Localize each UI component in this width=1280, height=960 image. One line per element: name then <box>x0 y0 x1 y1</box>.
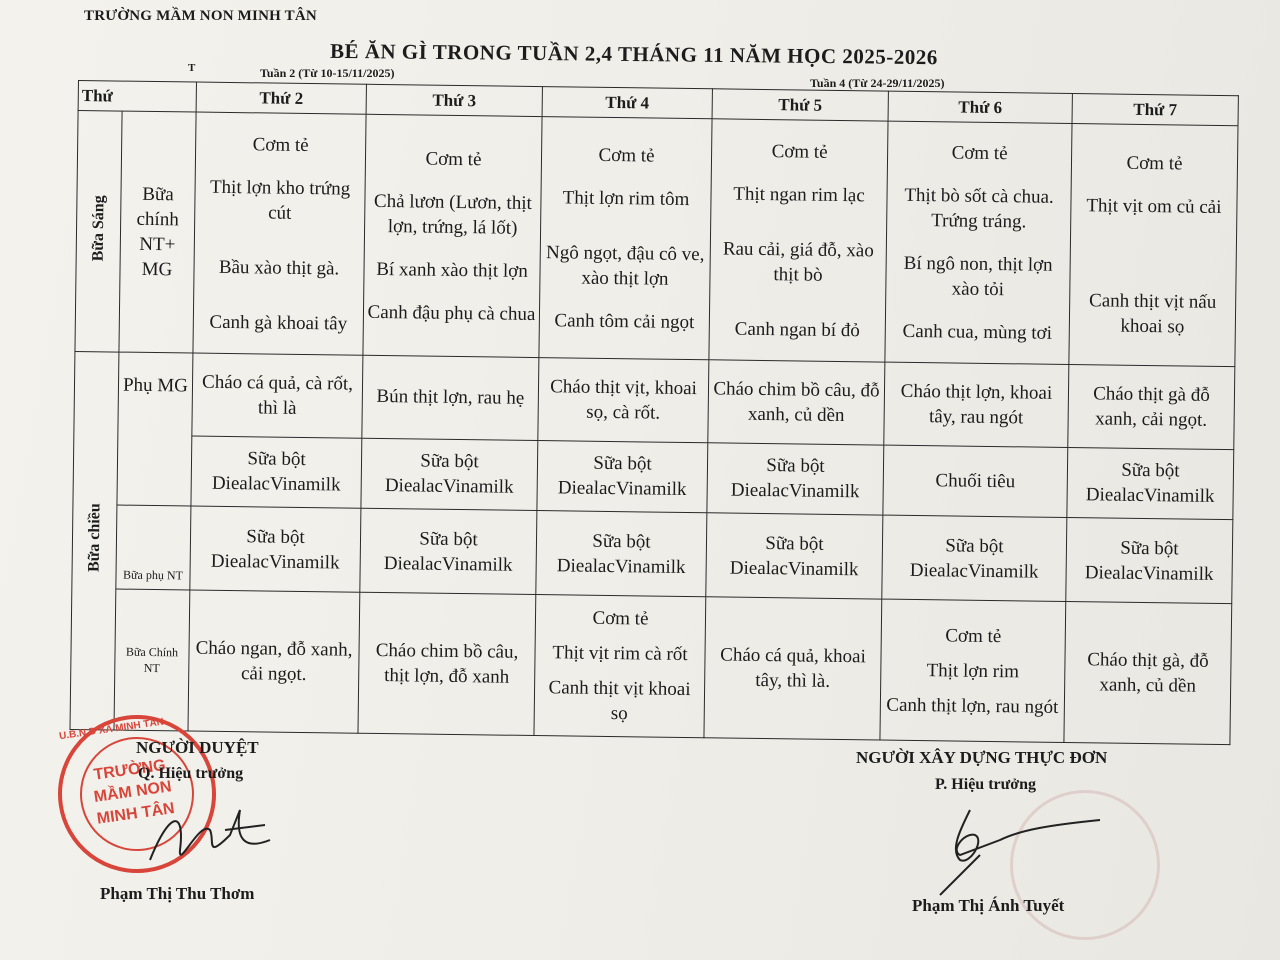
seal-line-2: MẦM NON <box>92 778 173 806</box>
approver-role: Q. Hiệu trưởng <box>138 765 244 782</box>
builder-name: Phạm Thị Ánh Tuyết <box>912 896 1065 915</box>
seal-ring-text: U.B.N.D XÃ MINH TÂN <box>58 716 165 743</box>
group-morning: Bữa Sáng <box>75 111 122 353</box>
side-mg-milk-wed: Sữa bột DiealacVinamilk <box>537 440 708 513</box>
side-nt-thu: Sữa bột DiealacVinamilk <box>706 513 883 600</box>
builder-title: NGƯỜI XÂY DỰNG THỰC ĐƠN <box>856 748 1108 767</box>
side-nt-fri: Sữa bột DiealacVinamilk <box>882 515 1067 602</box>
meal-main-ntmg: Bữa chính NT+ MG <box>119 111 196 353</box>
side-mg-milk-tue: Sữa bột DiealacVinamilk <box>361 438 538 511</box>
approver-title: NGƯỜI DUYỆT <box>136 738 259 757</box>
side-nt-wed: Sữa bột DiealacVinamilk <box>536 510 707 597</box>
approver-name: Phạm Thị Thu Thơm <box>100 884 255 903</box>
day-header-mon: Thứ 2 <box>196 82 366 114</box>
side-mg-milk-mon: Sữa bột DiealacVinamilk <box>191 436 362 509</box>
side-mg-milk-thu: Sữa bột DiealacVinamilk <box>707 442 884 515</box>
side-mg-porridge-sat: Cháo thịt gà đỗ xanh, cải ngọt. <box>1068 365 1235 450</box>
school-name: TRƯỜNG MẦM NON MINH TÂN <box>84 8 317 24</box>
side-mg-porridge-tue: Bún thịt lợn, rau hẹ <box>362 355 539 440</box>
main-nt-thu: Cháo cá quả, khoai tây, thì là. <box>704 597 882 740</box>
breakfast-sat: Cơm tẻ Thịt vịt om củ cải Canh thịt vịt nấu khoai sọ <box>1069 124 1238 367</box>
breakfast-mon: Cơm tẻ Thịt lợn kho trứng cút Bầu xào thịt gà. Canh gà khoai tây <box>193 112 366 355</box>
seal-line-1: TRƯỜNG <box>92 756 167 784</box>
builder-role: P. Hiệu trưởng <box>935 776 1036 793</box>
stray-mark: T <box>188 62 196 74</box>
side-mg-milk-sat: Sữa bột DiealacVinamilk <box>1067 447 1234 519</box>
side-mg-porridge-wed: Cháo thịt vịt, khoai sọ, cà rốt. <box>538 358 709 443</box>
side-nt-sat: Sữa bột DiealacVinamilk <box>1066 517 1233 604</box>
week2-range: Tuần 2 (Từ 10-15/11/2025) <box>260 66 395 80</box>
side-nt-tue: Sữa bột DiealacVinamilk <box>360 508 537 595</box>
main-nt-tue: Cháo chim bồ câu, thịt lợn, đỗ xanh <box>358 593 536 736</box>
side-mg-milk-fri: Chuối tiêu <box>883 445 1068 518</box>
approver-signature <box>140 790 280 880</box>
main-nt-row <box>70 589 1232 745</box>
day-header-wed: Thứ 4 <box>542 87 712 119</box>
side-mg-porridge-row <box>74 352 1235 450</box>
main-nt-sat: Cháo thịt gà, đỗ xanh, củ dền <box>1064 602 1232 745</box>
meal-side-mg: Phụ MG <box>117 352 193 506</box>
breakfast-fri: Cơm tẻ Thịt bò sốt cà chua. Trứng tráng. Bí ngô non, thịt lợn xào tỏi Canh cua, mùng tơi <box>885 121 1072 364</box>
menu-title: BÉ ĂN GÌ TRONG TUẦN 2,4 THÁNG 11 NĂM HỌC 2025-2026 <box>329 38 938 70</box>
side-mg-porridge-mon: Cháo cá quả, cà rốt, thì là <box>192 353 363 438</box>
side-mg-porridge-thu: Cháo chim bồ câu, đỗ xanh, củ dền <box>708 360 885 445</box>
day-header-tue: Thứ 3 <box>366 84 542 116</box>
breakfast-tue: Cơm tẻ Chả lươn (Lươn, thịt lợn, trứng, lá lốt) Bí xanh xào thịt lợn Canh đậu phụ cà chua <box>363 114 542 357</box>
meal-side-nt: Bữa phụ NT <box>116 505 191 590</box>
builder-signature <box>930 800 1110 900</box>
breakfast-row <box>75 111 1238 367</box>
side-nt-mon: Sữa bột DiealacVinamilk <box>190 506 361 593</box>
day-header-fri: Thứ 6 <box>888 91 1072 124</box>
weekly-menu-table <box>69 80 1238 745</box>
side-mg-porridge-fri: Cháo thịt lợn, khoai tây, rau ngót <box>884 362 1069 447</box>
day-header-sat: Thứ 7 <box>1072 94 1238 126</box>
main-nt-mon: Cháo ngan, đỗ xanh, cải ngọt. <box>188 590 360 733</box>
corner-header: Thứ <box>78 81 196 113</box>
day-header-thu: Thứ 5 <box>712 89 888 121</box>
main-nt-wed: Cơm tẻ Thịt vịt rim cà rốt Canh thịt vịt khoai sọ <box>534 595 706 738</box>
main-nt-fri: Cơm tẻ Thịt lợn rim Canh thịt lợn, rau ngót <box>880 599 1066 742</box>
breakfast-wed: Cơm tẻ Thịt lợn rim tôm Ngô ngọt, đậu cô ve, xào thịt lợn Canh tôm cải ngọt <box>539 117 712 360</box>
breakfast-thu: Cơm tẻ Thịt ngan rim lạc Rau cải, giá đỗ, xào thịt bò Canh ngan bí đỏ <box>709 119 888 362</box>
seal-line-3: MINH TÂN <box>95 800 176 828</box>
group-afternoon: Bữa chiều <box>70 352 119 730</box>
meal-main-nt: Bữa Chính NT <box>114 589 190 731</box>
week4-range: Tuần 4 (Từ 24-29/11/2025) <box>810 76 945 90</box>
side-nt-row <box>72 504 1233 604</box>
